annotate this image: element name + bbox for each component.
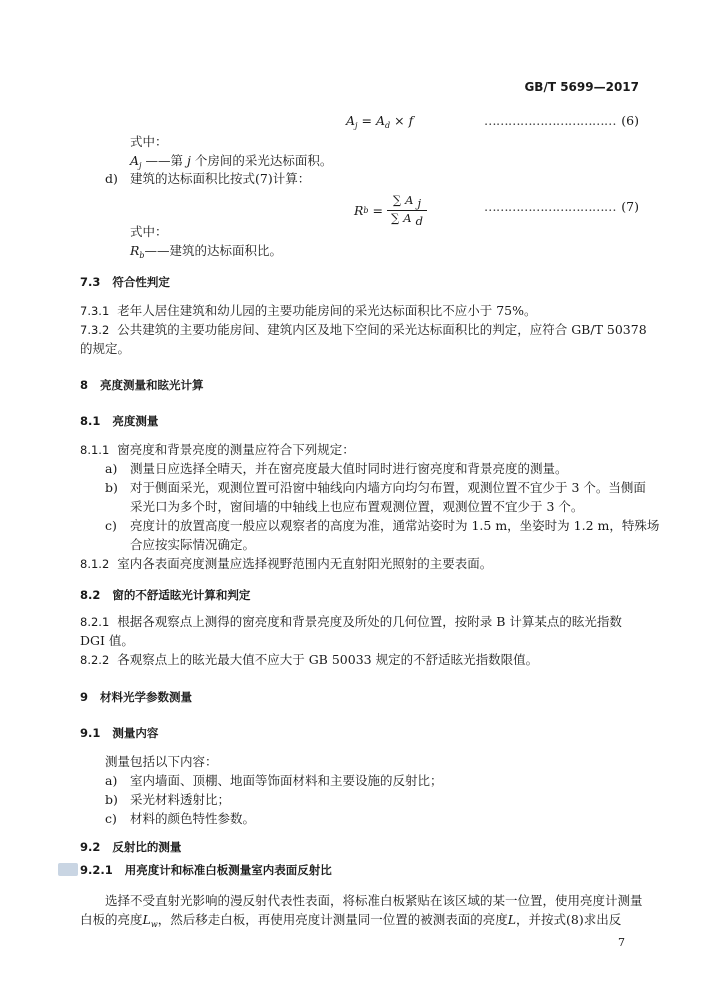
clause-7-3-1 xyxy=(80,302,536,320)
item-d-marker: d) xyxy=(105,171,118,186)
clause-8-1-1-b-marker: b) xyxy=(105,480,118,495)
chapter-8 xyxy=(80,376,204,394)
clause-8-1-1-b-line2: 采光口为多个时，窗间墙的中轴线上也应布置观测位置，观测位置不宜少于 3 个。 xyxy=(130,499,584,514)
eq6-times: × xyxy=(394,113,405,128)
section-9-1-b-marker: b) xyxy=(105,792,118,807)
clause-7-3-2-line2: 的规定。 xyxy=(80,341,131,356)
eq6-lhs-sub: j xyxy=(355,121,358,130)
eq6-leader: …………………………… xyxy=(484,113,616,128)
clause-8-1-1-c-marker: c) xyxy=(105,518,117,533)
section-9-2-num: 9.2 xyxy=(80,840,101,854)
clause-8-1-1-c-line1: 亮度计的放置高度一般应以观察者的高度为准，通常站姿时为 1.5 m，坐姿时为 1.2 m，特殊场 xyxy=(130,518,660,533)
section-8-2-title: 窗的不舒适眩光计算和判定 xyxy=(112,588,251,602)
clause-7-3-2 xyxy=(80,321,647,339)
section-9-1-c-text: 材料的颜色特性参数。 xyxy=(130,811,256,826)
chapter-9-num: 9 xyxy=(80,690,89,704)
section-7-3 xyxy=(80,273,170,291)
eq6-r1-sub: d xyxy=(385,121,391,130)
page-number: 7 xyxy=(618,936,625,949)
subsection-9-2-1-num: 9.2.1 xyxy=(80,863,113,877)
eq6-number: (6) xyxy=(621,113,639,128)
section-9-1-b-text: 采光材料透射比； xyxy=(130,792,231,807)
clause-8-1-1 xyxy=(80,441,355,459)
section-9-1-a-marker: a) xyxy=(105,773,118,788)
clause-7-3-1-num: 7.3.1 xyxy=(80,304,110,318)
where1-sym: A xyxy=(130,153,140,168)
clause-7-3-1-text: 老年人居住建筑和幼儿园的主要功能房间的采光达标面积比不应小于 75%。 xyxy=(117,303,537,318)
clause-8-1-1-text: 窗亮度和背景亮度的测量应符合下列规定： xyxy=(117,442,355,457)
chapter-8-title: 亮度测量和眩光计算 xyxy=(100,378,204,392)
subsection-9-2-1 xyxy=(80,861,332,879)
section-9-1-num: 9.1 xyxy=(80,726,101,740)
eq6-r1: A xyxy=(375,113,385,128)
where1-def-post: 个房间的采光达标面积。 xyxy=(194,153,333,168)
section-7-3-num: 7.3 xyxy=(80,275,101,289)
clause-8-1-1-a-text: 测量日应选择全晴天，并在窗亮度最大值时同时进行窗亮度和背景亮度的测量。 xyxy=(130,461,568,476)
section-8-1 xyxy=(80,412,158,430)
where2-sym-sub: b xyxy=(139,251,145,260)
eq7-numerator: ∑ A j xyxy=(392,193,422,210)
margin-tag xyxy=(58,863,78,876)
where-label-2: 式中： xyxy=(130,224,168,239)
clause-8-1-1-a-marker: a) xyxy=(105,461,118,476)
section-9-1 xyxy=(80,724,158,742)
clause-8-2-1-line1: 根据各观察点上测得的窗亮度和背景亮度及所处的几何位置，按附录 B 计算某点的眩光指数 xyxy=(117,614,622,629)
section-9-2 xyxy=(80,838,181,856)
where2-sym: R xyxy=(130,243,140,258)
standard-number: GB/T 5699—2017 xyxy=(524,80,639,94)
clause-7-3-2-line1: 公共建筑的主要功能房间、建筑内区及地下空间的采光达标面积比的判定，应符合 GB/T 50378 xyxy=(117,322,647,337)
eq7-denominator: ∑ A d xyxy=(387,210,427,228)
clause-8-1-2-num: 8.1.2 xyxy=(80,557,110,571)
section-8-2-num: 8.2 xyxy=(80,588,101,602)
clause-8-2-1-num: 8.2.1 xyxy=(80,615,110,629)
clause-8-1-2 xyxy=(80,555,492,573)
eq7-number: (7) xyxy=(621,199,639,214)
equation-6 xyxy=(346,112,413,135)
eq7-equals: = xyxy=(372,202,384,218)
clause-8-1-1-c-line2: 合应按实际情况确定。 xyxy=(130,537,256,552)
section-9-1-c-marker: c) xyxy=(105,811,117,826)
eq6-equals: = xyxy=(361,113,372,128)
section-7-3-title: 符合性判定 xyxy=(112,275,170,289)
equation-7 xyxy=(354,193,427,228)
section-9-1-a-text: 室内墙面、顶棚、地面等饰面材料和主要设施的反射比； xyxy=(130,773,443,788)
clause-8-2-2 xyxy=(80,651,538,669)
where2-def: ——建筑的达标面积比。 xyxy=(144,243,283,258)
eq7-leader: …………………………… xyxy=(484,199,616,214)
clause-8-2-1-line2: DGI 值。 xyxy=(80,633,134,648)
eq7-lhs-sub: b xyxy=(363,205,369,215)
chapter-9 xyxy=(80,688,192,706)
clause-7-3-2-num: 7.3.2 xyxy=(80,323,110,337)
where1-def-var: j xyxy=(187,153,191,168)
eq7-lhs: R xyxy=(354,202,364,218)
section-9-1-intro: 测量包括以下内容： xyxy=(105,754,218,769)
clause-8-2-2-num: 8.2.2 xyxy=(80,653,110,667)
eq6-lhs: A xyxy=(346,113,356,128)
section-8-2 xyxy=(80,586,250,604)
clause-8-2-1 xyxy=(80,613,622,631)
section-9-1-title: 测量内容 xyxy=(112,726,159,740)
luminance-l: L xyxy=(507,912,517,927)
section-8-1-title: 亮度测量 xyxy=(112,414,159,428)
chapter-9-title: 材料光学参数测量 xyxy=(100,690,193,704)
section-9-2-title: 反射比的测量 xyxy=(112,840,182,854)
subsection-9-2-1-title: 用亮度计和标准白板测量室内表面反射比 xyxy=(124,863,332,877)
item-d-text: 建筑的达标面积比按式(7)计算： xyxy=(130,171,311,186)
where1-sym-sub: j xyxy=(139,161,142,170)
clause-8-1-1-num: 8.1.1 xyxy=(80,443,110,457)
clause-9-2-1-line1: 选择不受直射光影响的漫反射代表性表面，将标准白板紧贴在该区域的某一位置，使用亮度计测量 xyxy=(105,893,643,908)
clause-8-1-1-b-line1: 对于侧面采光，观测位置可沿窗中轴线向内墙方向均匀布置，观测位置不宜少于 3 个。当侧面 xyxy=(130,480,646,495)
where-def-2 xyxy=(130,242,282,265)
section-8-1-num: 8.1 xyxy=(80,414,101,428)
eq6-r2: f xyxy=(408,113,414,128)
clause-9-2-1-line2: 白板的亮度$L_w$，然后移走白板，再使用亮度计测量同一位置的被测表面的亮度L，并按式(8)求出反 xyxy=(80,912,622,929)
clause-8-2-2-text: 各观察点上的眩光最大值不应大于 GB 50033 规定的不舒适眩光指数限值。 xyxy=(117,652,539,667)
where1-def-pre: ——第 xyxy=(145,153,184,168)
clause-8-1-2-text: 室内各表面亮度测量应选择视野范围内无直射阳光照射的主要表面。 xyxy=(117,556,493,571)
where-label-1: 式中： xyxy=(130,134,168,149)
eq7-fraction xyxy=(387,193,427,228)
luminance-lw: L xyxy=(142,912,151,927)
chapter-8-num: 8 xyxy=(80,378,89,392)
